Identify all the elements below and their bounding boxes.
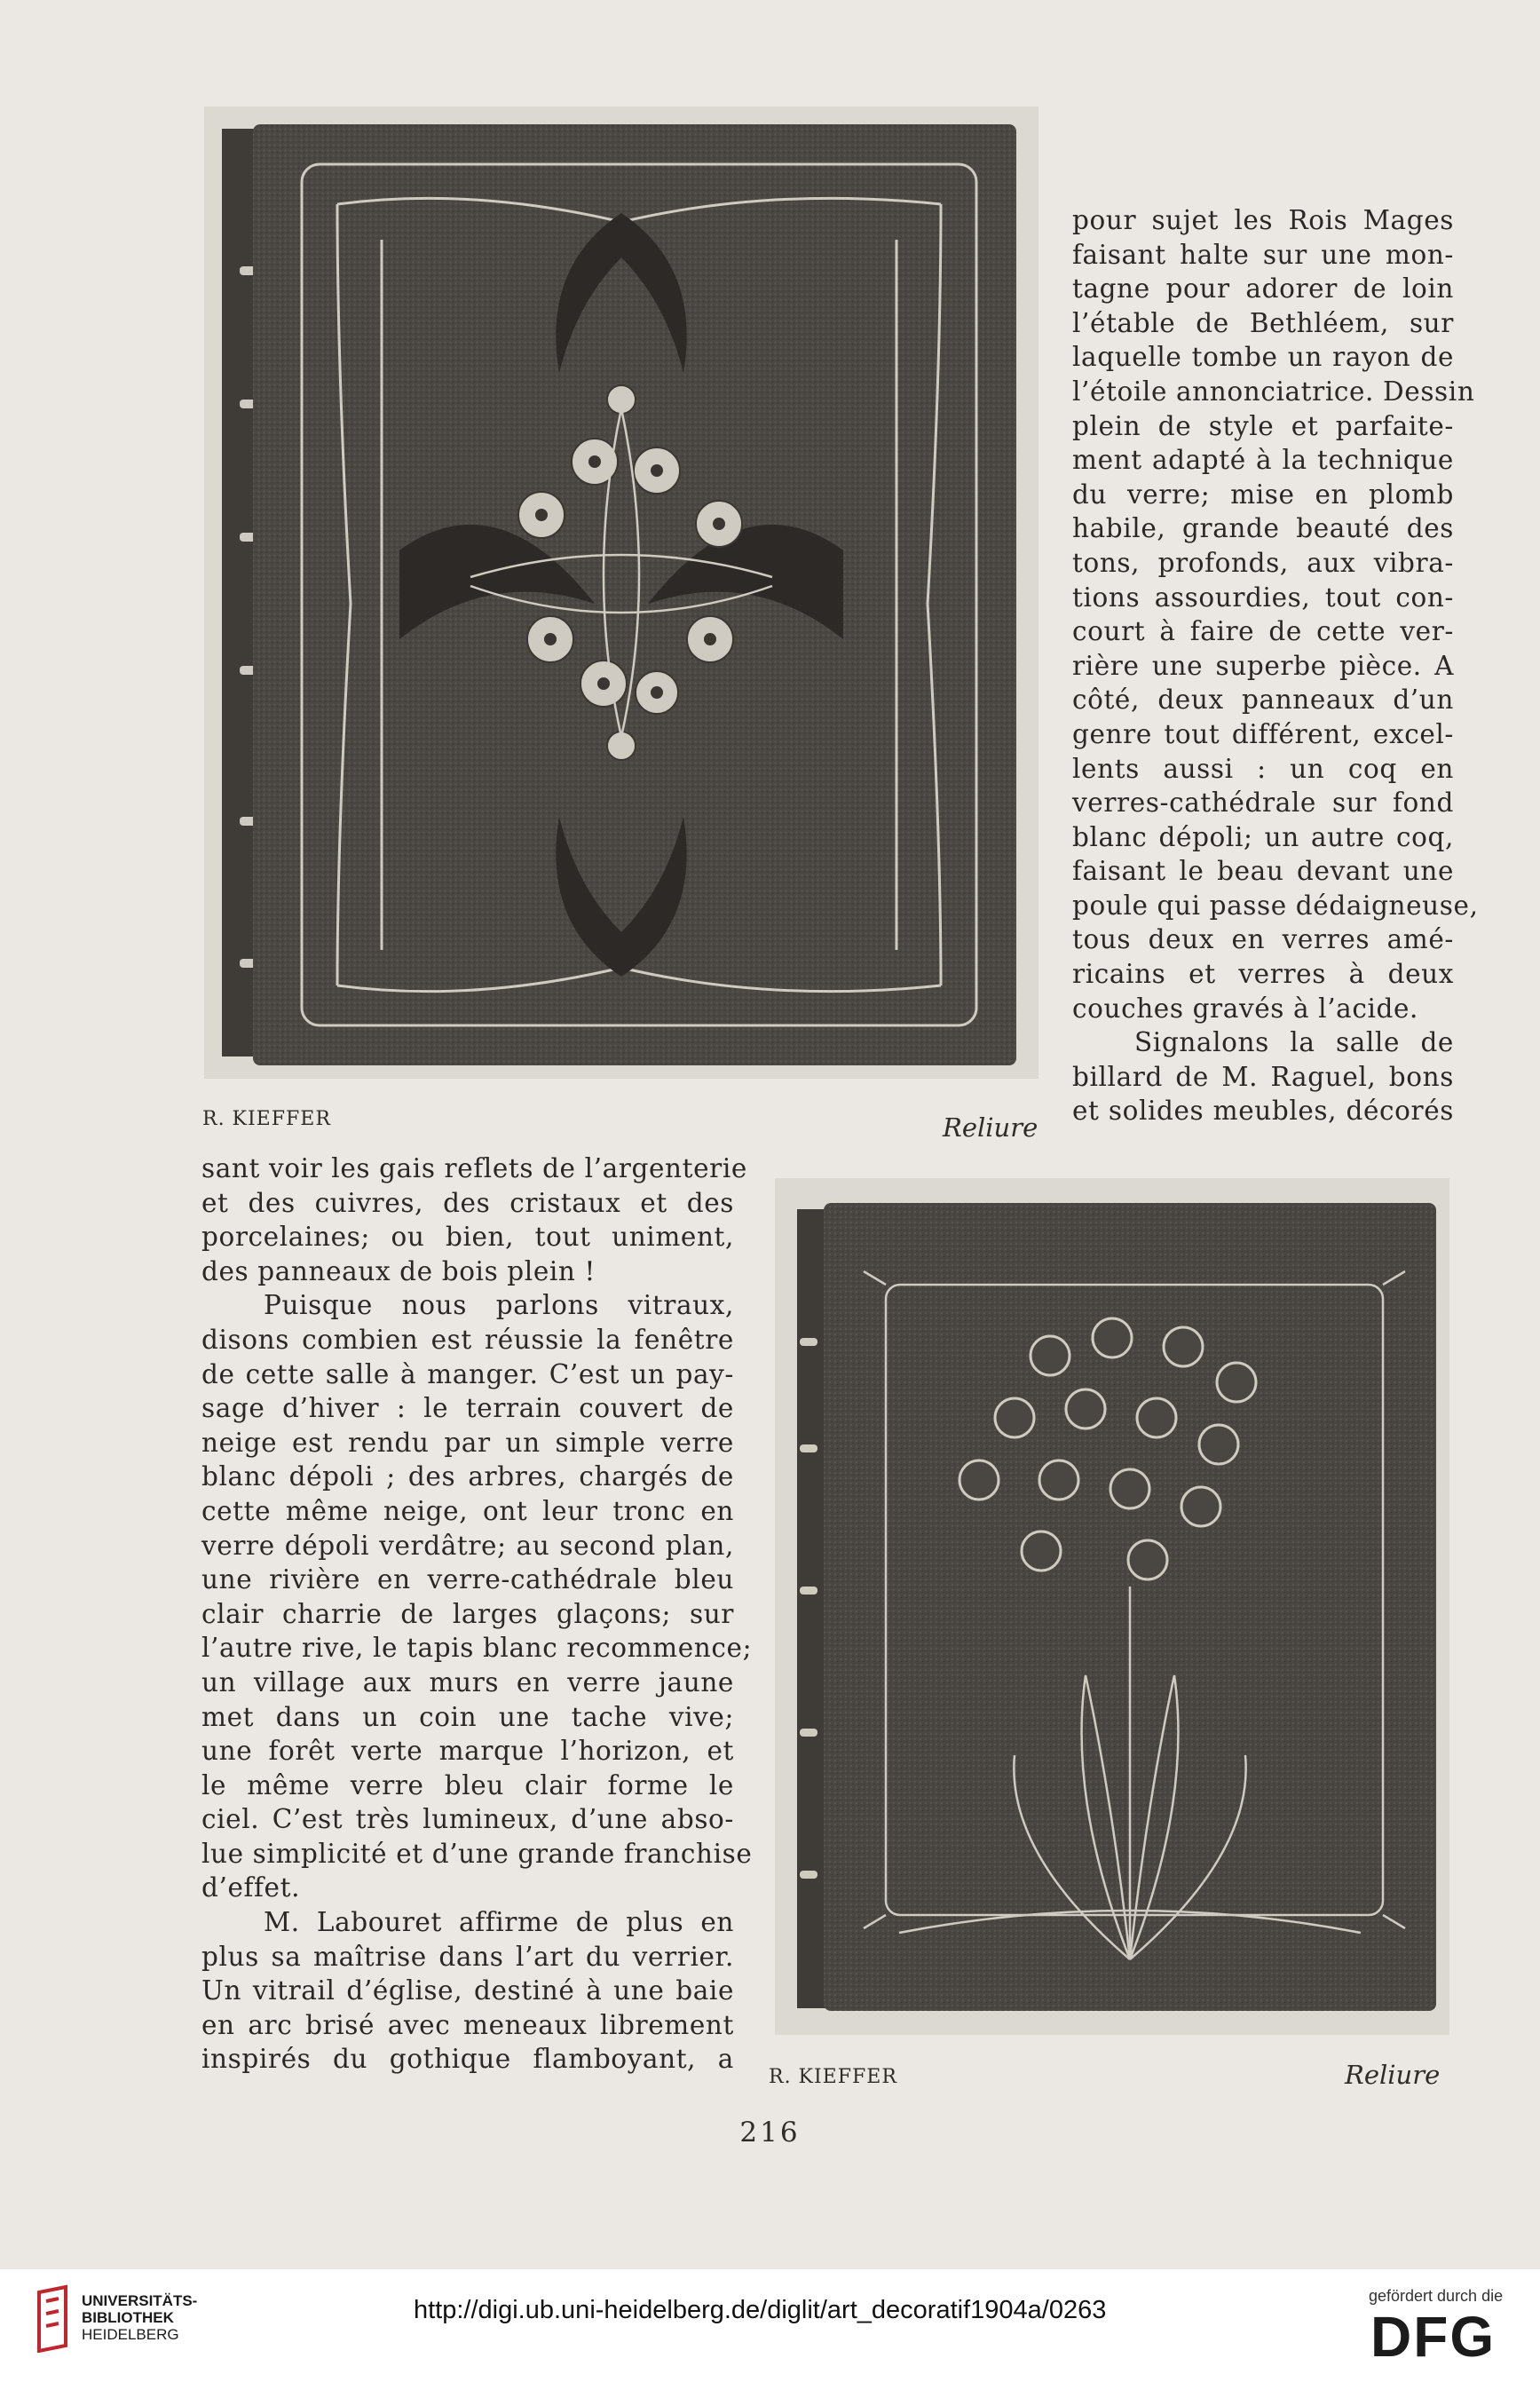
text-line: inspirés du gothique flamboyant, a: [201, 2044, 734, 2075]
text-line: lents aussi : un coq en: [1072, 753, 1454, 784]
dfg-logo-icon: DFG: [1370, 2305, 1497, 2369]
text-line: une forêt verte marque l’horizon, et: [201, 1736, 734, 1767]
text-line: lue simplicité et d’une grande franchise: [201, 1838, 753, 1869]
university-library-logo-icon: [34, 2283, 75, 2356]
text-line: neige est rendu par un simple verre: [201, 1427, 734, 1458]
text-line: habile, grande beauté des: [1072, 513, 1454, 544]
text-line: rière une superbe pièce. A: [1072, 650, 1454, 681]
plate-2-author: R. KIEFFER: [769, 2066, 897, 2088]
text-line: plein de style et parfaite-: [1072, 410, 1454, 441]
text-line: plus sa maîtrise dans l’art du verrier.: [201, 1941, 734, 1972]
institution-line: UNIVERSITÄTS-: [82, 2292, 198, 2309]
text-line: blanc dépoli; un autre coq,: [1072, 821, 1454, 852]
text-line: verres-cathédrale sur fond: [1072, 787, 1454, 819]
text-line: disons combien est réussie la fenêtre: [201, 1324, 734, 1355]
text-line: faisant halte sur une mon-: [1072, 239, 1454, 270]
text-line: d’effet.: [201, 1872, 301, 1903]
text-line: met dans un coin une tache vive;: [201, 1701, 734, 1732]
binding-photo-1: [204, 107, 1039, 1079]
institution-line: HEIDELBERG: [82, 2326, 179, 2343]
plate-2-title: Reliure: [1345, 2060, 1441, 2090]
binding-photo-2-illustration: [775, 1178, 1449, 2035]
text-line: Puisque nous parlons vitraux,: [264, 1290, 734, 1321]
text-line: le même verre bleu clair forme le: [201, 1769, 734, 1800]
text-line: du verre; mise en plomb: [1072, 479, 1454, 510]
text-line: ment adapté à la technique: [1072, 445, 1454, 476]
text-line: ricains et verres à deux: [1072, 959, 1454, 990]
text-line: sant voir les gais reflets de l’argenterie: [201, 1153, 747, 1183]
text-line: blanc dépoli ; des arbres, chargés de: [201, 1461, 734, 1492]
text-line: l’autre rive, le tapis blanc recommence;: [201, 1633, 753, 1664]
text-line: couches gravés à l’acide.: [1072, 993, 1419, 1024]
text-line: l’étable de Bethléem, sur: [1072, 307, 1454, 338]
text-line: Signalons la salle de: [1134, 1027, 1454, 1058]
institution-line: BIBLIOTHEK: [82, 2309, 174, 2326]
page-number: 216: [739, 2117, 801, 2149]
binding-photo-1-illustration: [204, 107, 1039, 1079]
plate-1-author: R. KIEFFER: [202, 1108, 331, 1130]
text-column-left: [201, 1151, 753, 2077]
text-column-right: [1072, 203, 1479, 1128]
text-line: pour sujet les Rois Mages: [1072, 205, 1454, 235]
text-line: tagne pour adorer de loin: [1072, 273, 1454, 305]
text-line: tons, profonds, aux vibra-: [1072, 547, 1454, 578]
text-line: sage d’hiver : le terrain couvert de: [201, 1393, 734, 1424]
text-line: Un vitrail d’église, destiné à une baie: [201, 1975, 734, 2006]
text-line: porcelaines; ou bien, tout uniment,: [201, 1222, 734, 1253]
text-line: poule qui passe dédaigneuse,: [1072, 890, 1479, 921]
text-line: et des cuivres, des cristaux et des: [201, 1187, 734, 1218]
text-line: cette même neige, ont leur tronc en: [201, 1495, 734, 1526]
text-line: M. Labouret affirme de plus en: [264, 1907, 734, 1938]
text-line: billard de M. Raguel, bons: [1072, 1061, 1454, 1092]
funding-label: gefördert durch die: [1369, 2287, 1504, 2305]
text-line: côté, deux panneaux d’un: [1072, 685, 1454, 716]
binding-photo-2: [775, 1178, 1449, 2035]
text-line: et solides meubles, décorés: [1072, 1096, 1454, 1127]
text-line: l’étoile annonciatrice. Dessin: [1072, 376, 1475, 407]
text-line: un village aux murs en verre jaune: [201, 1666, 734, 1697]
text-line: faisant le beau devant une: [1072, 856, 1454, 887]
text-line: court à faire de cette ver-: [1072, 616, 1454, 647]
text-line: des panneaux de bois plein !: [201, 1255, 596, 1286]
text-line: une rivière en verre-cathédrale bleu: [201, 1564, 734, 1595]
text-line: ciel. C’est très lumineux, d’une abso-: [201, 1804, 734, 1835]
text-line: en arc brisé avec meneaux librement: [201, 2009, 734, 2040]
footer-bar: [0, 2269, 1540, 2382]
text-line: laquelle tombe un rayon de: [1072, 342, 1454, 373]
text-line: de cette salle à manger. C’est un pay-: [201, 1358, 734, 1389]
text-line: verre dépoli verdâtre; au second plan,: [201, 1530, 734, 1561]
institution-name: [82, 2292, 197, 2343]
plate-1-title: Reliure: [943, 1112, 1039, 1143]
text-line: tous deux en verres amé-: [1072, 924, 1454, 955]
permalink-url[interactable]: http://digi.ub.uni-heidelberg.de/diglit/art_decoratif1904a/0263: [414, 2296, 1107, 2324]
text-line: genre tout différent, excel-: [1072, 718, 1454, 749]
text-line: tions assourdies, tout con-: [1072, 582, 1454, 613]
text-line: clair charrie de larges glaçons; sur: [201, 1598, 734, 1629]
